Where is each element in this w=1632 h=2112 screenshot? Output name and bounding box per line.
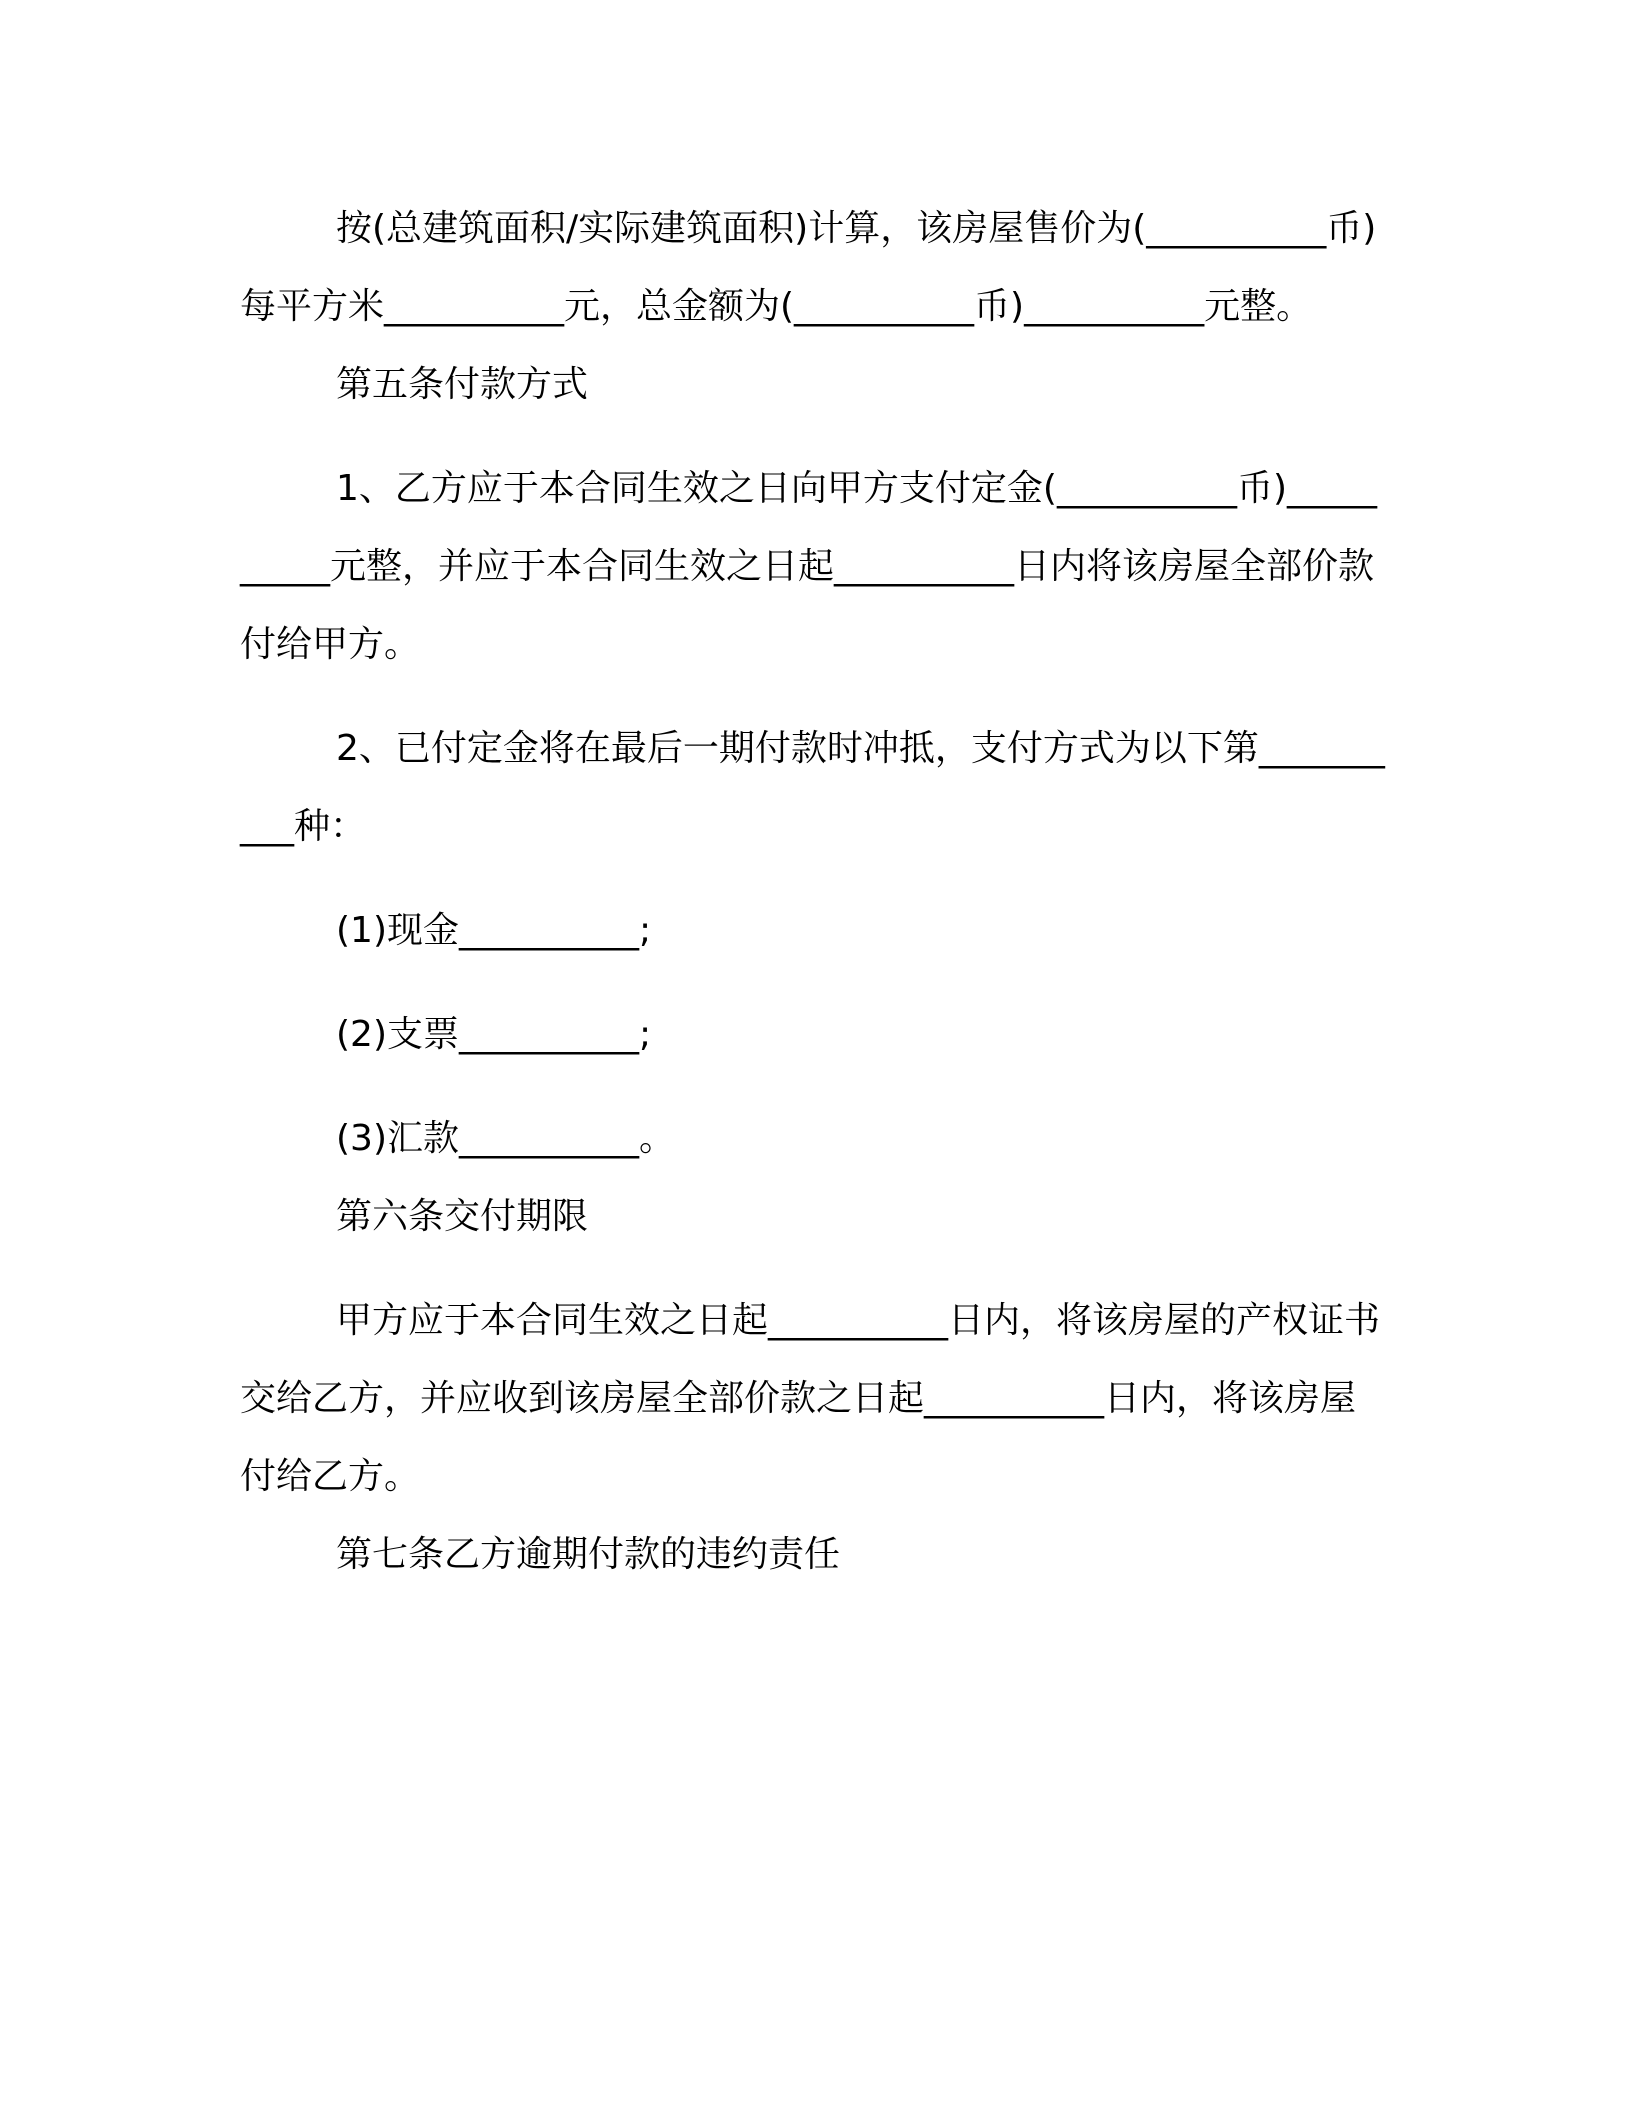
article-7-heading: 第七条乙方逾期付款的违约责任 xyxy=(336,1534,841,1575)
article-6-heading: 第六条交付期限 xyxy=(336,1196,589,1237)
payment-clause-1: 1、乙方应于本合同生效之日向甲方支付定金(__________币)__________元整，并应于本合同生效之日起__________日内将该房屋全部价款付给甲方。 xyxy=(240,468,1377,665)
payment-option-check: (2)支票__________; xyxy=(336,1014,652,1055)
payment-clause-2: 2、已付定金将在最后一期付款时冲抵，支付方式为以下第__________种： xyxy=(240,728,1385,847)
article-5-heading: 第五条付款方式 xyxy=(336,364,589,405)
document-body xyxy=(240,190,1390,1594)
price-paragraph: 按(总建筑面积/实际建筑面积)计算，该房屋售价为(__________币)每平方米__________元，总金额为(__________币)__________元整。 xyxy=(240,208,1377,327)
delivery-clause: 甲方应于本合同生效之日起__________日内，将该房屋的产权证书交给乙方，并应收到该房屋全部价款之日起__________日内，将该房屋付给乙方。 xyxy=(240,1300,1381,1497)
payment-option-cash: (1)现金__________; xyxy=(336,910,652,951)
payment-option-remittance: (3)汇款__________。 xyxy=(336,1118,675,1159)
